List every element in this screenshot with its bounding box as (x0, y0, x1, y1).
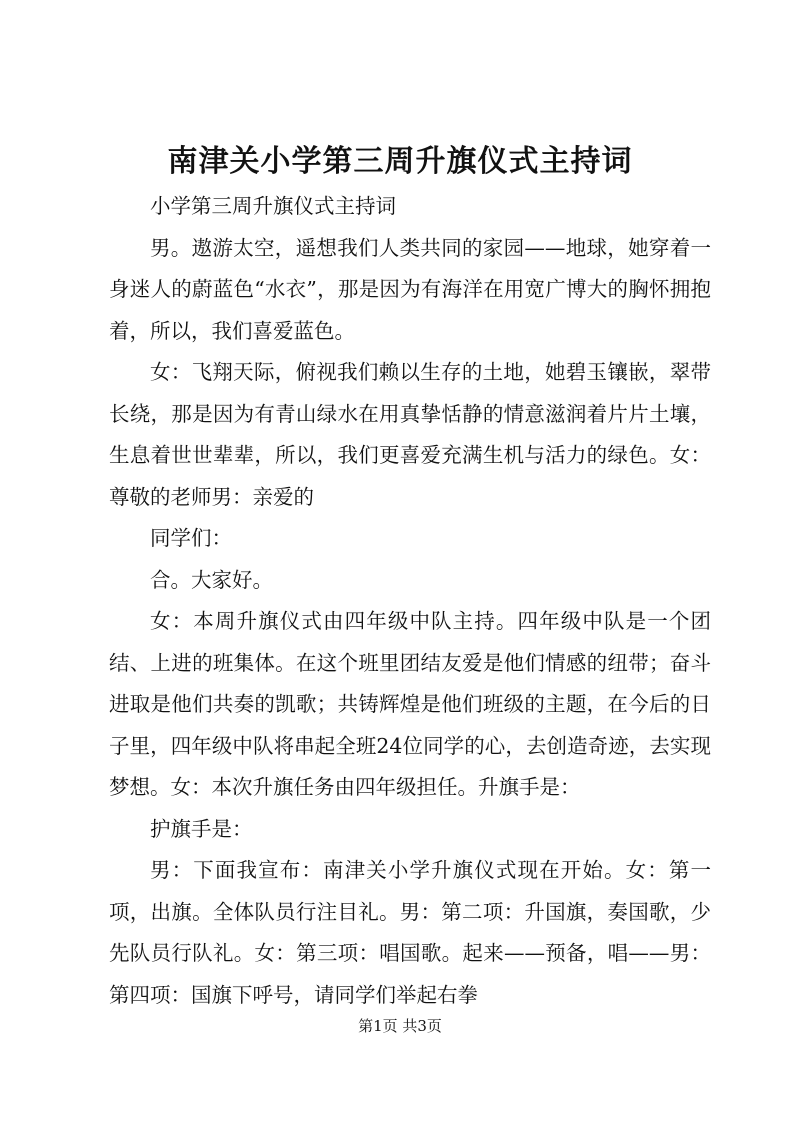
paragraph: 男。遨游太空，遥想我们人类共同的家园——地球，她穿着一身迷人的蔚蓝色“水衣”，那是因为有海洋在用宽广博大的胸怀拥抱着，所以，我们喜爱蓝色。 (109, 235, 711, 343)
paragraph: 小学第三周升旗仪式主持词 (150, 194, 396, 218)
paragraph: 男：下面我宣布：南津关小学升旗仪式现在开始。女：第一项，出旗。全体队员行注目礼。男：第二项：升国旗，奏国歌，少先队员行队礼。女：第三项：唱国歌。起来——预备，唱——男：第四项：国旗下呼号，请同学们举起右拳 (109, 858, 711, 1007)
page-footer: 第1页 共3页 (358, 1017, 442, 1035)
document-body (109, 186, 711, 1016)
paragraph: 同学们： (150, 526, 232, 550)
paragraph: 女：本周升旗仪式由四年级中队主持。四年级中队是一个团结、上进的班集体。在这个班里团结友爱是他们情感的纽带；奋斗进取是他们共奏的凯歌；共铸辉煌是他们班级的主题，在今后的日子里，四年级中队将串起全班24位同学的心，去创造奇迹，去实现梦想。女：本次升旗任务由四年级担任。升旗手是： (109, 609, 711, 799)
paragraph: 护旗手是： (150, 816, 253, 841)
paragraph: 合。大家好。 (150, 567, 273, 592)
document-title: 南津关小学第三周升旗仪式主持词 (167, 144, 633, 179)
paragraph: 女：飞翔天际，俯视我们赖以生存的土地，她碧玉镶嵌，翠带长绕，那是因为有青山绿水在用真挚恬静的情意滋润着片片土壤，生息着世世辈辈，所以，我们更喜爱充满生机与活力的绿色。女：尊敬的老师男：亲爱的 (109, 360, 711, 509)
